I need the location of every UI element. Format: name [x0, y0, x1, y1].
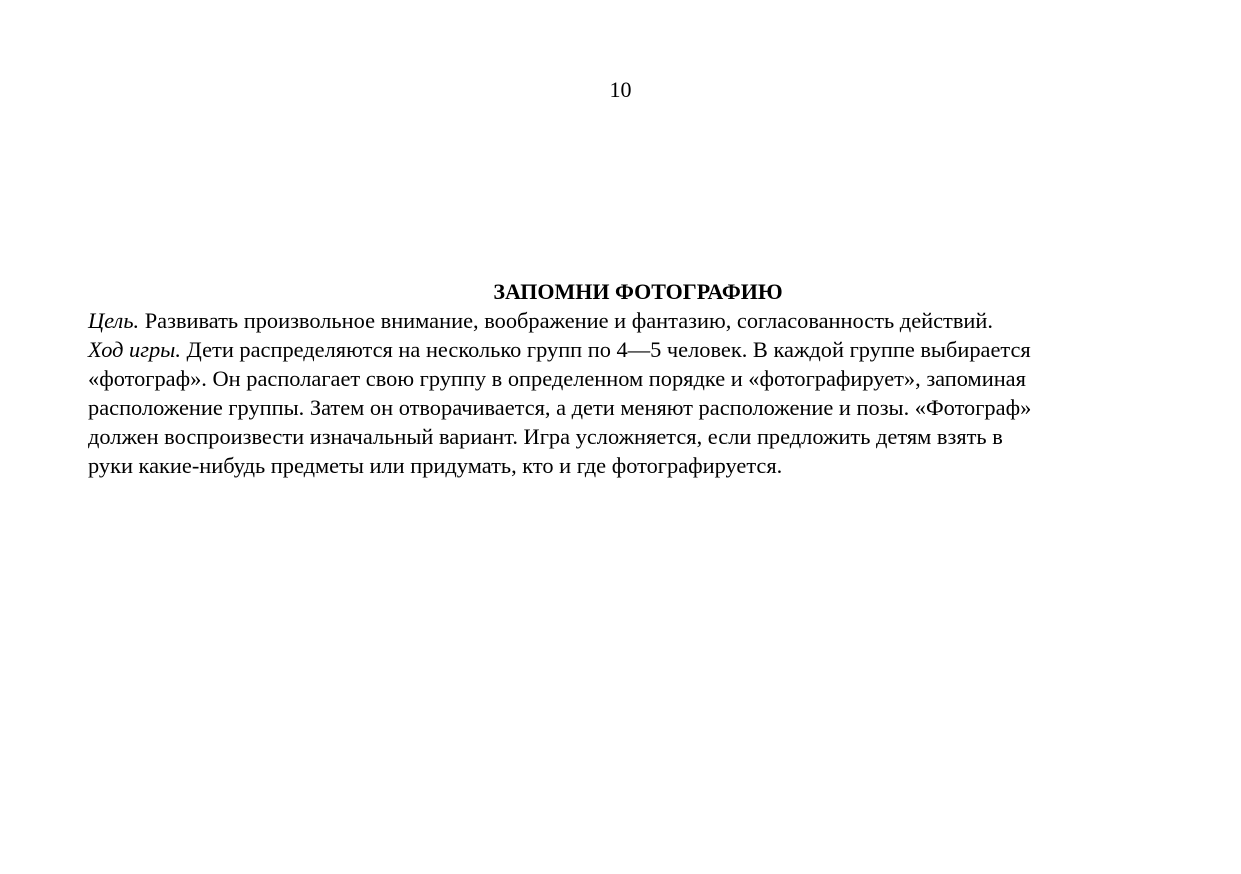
game-description [88, 277, 1168, 480]
procedure-line: расположение группы. Затем он отворачивается, а дети меняют расположение и позы. «Фотограф» [88, 395, 1032, 420]
goal-paragraph [88, 306, 1168, 335]
procedure-label: Ход игры. [88, 337, 181, 362]
procedure-line: руки какие-нибудь предметы или придумать, кто и где фотографируется. [88, 453, 783, 478]
procedure-line: должен воспроизвести изначальный вариант. Игра усложняется, если предложить детям взять в [88, 424, 1003, 449]
goal-text: Развивать произвольное внимание, воображение и фантазию, согласованность действий. [139, 308, 993, 333]
section-title: ЗАПОМНИ ФОТОГРАФИЮ [493, 279, 783, 304]
procedure-line [88, 335, 1168, 364]
procedure-line: «фотограф». Он располагает свою группу в определенном порядке и «фотографирует», запоминая [88, 366, 1026, 391]
procedure-text: Дети распределяются на несколько групп по 4—5 человек. В каждой группе выбирается [180, 337, 1031, 362]
page-number: 10 [609, 77, 632, 102]
goal-label: Цель. [88, 308, 140, 333]
